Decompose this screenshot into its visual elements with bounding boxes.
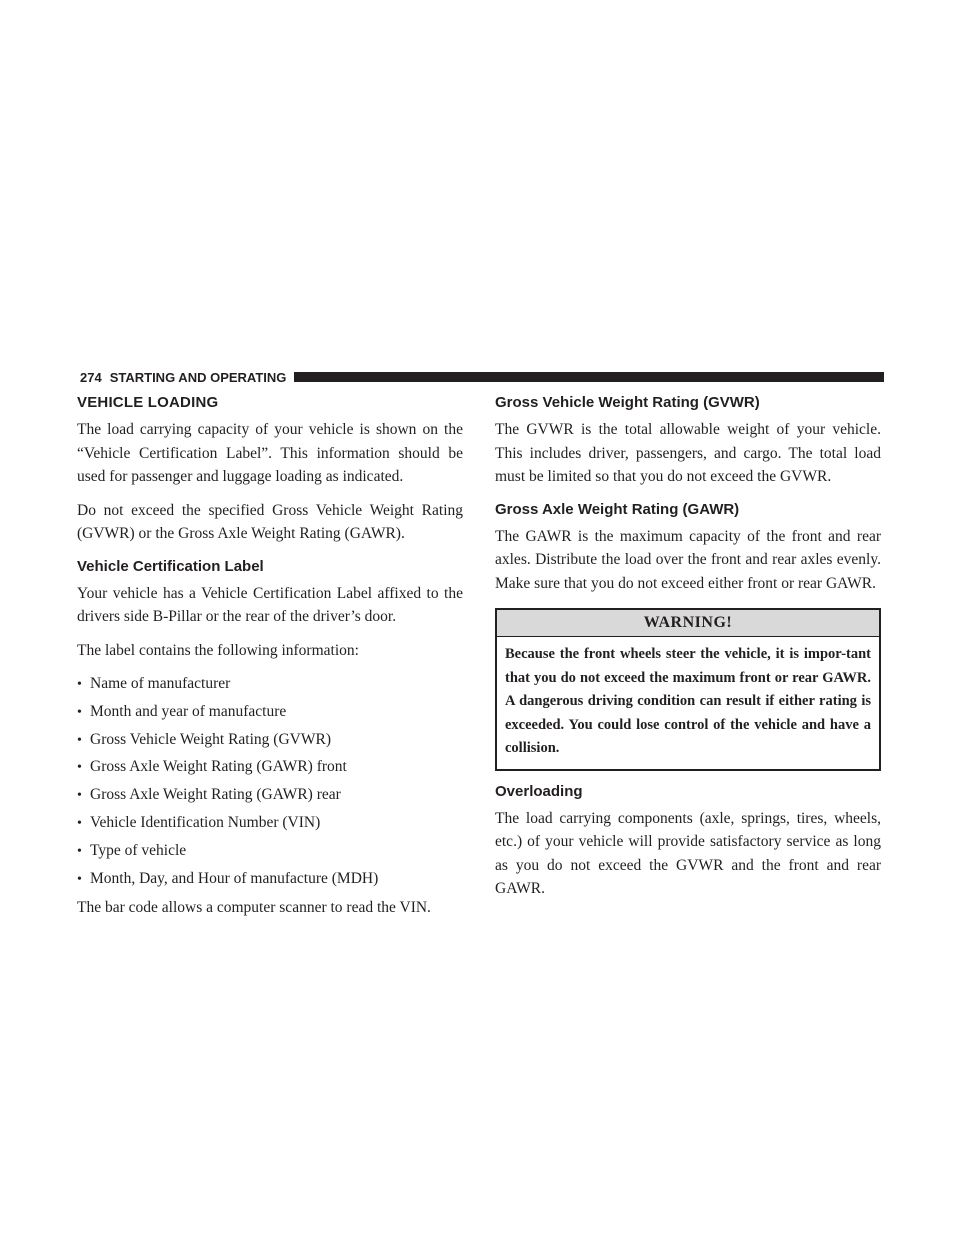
list-item <box>77 672 463 697</box>
warning-box <box>495 608 881 771</box>
certification-label-heading: Vehicle Certification Label <box>77 557 264 575</box>
bullet-icon: • <box>77 815 82 831</box>
label-info-list <box>77 672 463 891</box>
list-item-text: Name of manufacturer <box>90 675 231 692</box>
intro-paragraph-1: The load carrying capacity of your vehicle is shown on the “Vehicle Certification Label”. This information should be used for passenger and luggage loading as indicated. <box>77 421 463 485</box>
list-item <box>77 783 463 808</box>
warning-text: Because the front wheels steer the vehicle, it is impor-tant that you do not exceed the maximum front or rear GAWR. A dangerous driving condition can result if either rating is exceeded. You could lose control of the vehicle and have a collision. <box>505 646 871 756</box>
right-column <box>495 392 881 911</box>
list-item <box>77 755 463 780</box>
bullet-icon: • <box>77 732 82 748</box>
gawr-paragraph: The GAWR is the maximum capacity of the front and rear axles. Distribute the load over the front and rear axles evenly. Make sure that you do not exceed either front or rear GAWR. <box>495 527 881 592</box>
list-item-text: Gross Axle Weight Rating (GAWR) rear <box>90 786 341 804</box>
list-item <box>77 700 463 725</box>
warning-title: WARNING! <box>497 610 879 637</box>
left-column <box>77 392 463 930</box>
vehicle-loading-heading: VEHICLE LOADING <box>77 394 219 411</box>
intro-paragraph-2: Do not exceed the specified Gross Vehicle Weight Rating (GVWR) or the Gross Axle Weight Rating (GAWR). <box>77 501 463 542</box>
gvwr-paragraph: The GVWR is the total allowable weight of your vehicle. This includes driver, passengers, and cargo. The total load must be limited so that you do not exceed the GVWR. <box>495 421 881 485</box>
bullet-icon: • <box>77 843 82 859</box>
closing-paragraph: The bar code allows a computer scanner to read the VIN. <box>77 899 431 917</box>
list-item <box>77 811 463 836</box>
section-title: STARTING AND OPERATING <box>109 369 287 385</box>
list-item-text: Gross Vehicle Weight Rating (GVWR) <box>90 730 331 748</box>
bullet-icon: • <box>77 677 82 692</box>
gawr-heading: Gross Axle Weight Rating (GAWR) <box>495 500 740 518</box>
overloading-paragraph: The load carrying components (axle, springs, tires, wheels, etc.) of your vehicle will provide satisfactory service as long as you do not exceed the GVWR and the front and rear GAWR. <box>495 809 881 897</box>
bullet-icon: • <box>77 788 82 804</box>
bullet-icon: • <box>77 760 82 776</box>
list-item <box>77 728 463 753</box>
page-number: 274 <box>80 369 102 385</box>
list-item-text: Type of vehicle <box>90 841 187 859</box>
list-item <box>77 867 463 892</box>
page-header <box>80 368 884 386</box>
list-item-text: Gross Axle Weight Rating (GAWR) front <box>90 758 347 776</box>
overloading-heading: Overloading <box>495 782 583 800</box>
label-paragraph-2: The label contains the following information: <box>77 641 359 659</box>
list-item-text: Vehicle Identification Number (VIN) <box>90 813 321 831</box>
label-paragraph-1: Your vehicle has a Vehicle Certification Label affixed to the drivers side B-Pillar or the rear of the driver’s door. <box>77 584 463 625</box>
bullet-icon: • <box>77 871 82 887</box>
gvwr-heading: Gross Vehicle Weight Rating (GVWR) <box>495 394 760 411</box>
bullet-icon: • <box>77 704 82 720</box>
header-rule <box>294 372 884 382</box>
list-item <box>77 839 463 864</box>
list-item-text: Month and year of manufacture <box>90 702 287 720</box>
list-item-text: Month, Day, and Hour of manufacture (MDH) <box>90 869 379 887</box>
